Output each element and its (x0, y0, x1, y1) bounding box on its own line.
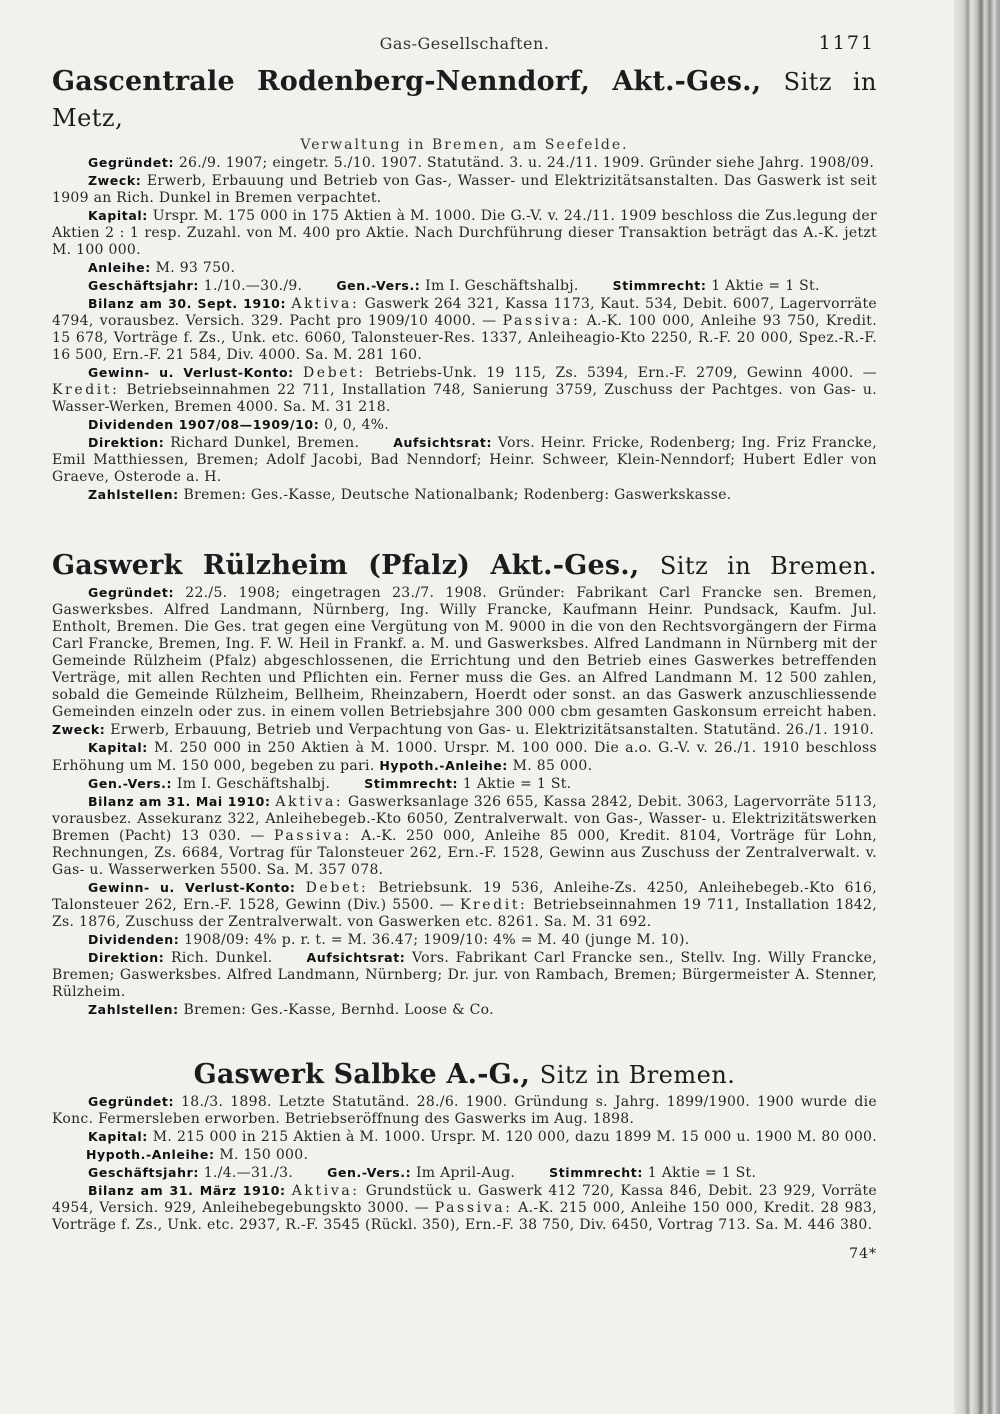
company-entry-rodenberg-nenndorf (52, 64, 877, 504)
para-capital: Kapital: Urspr. M. 175 000 in 175 Aktien à M. 1000. Die G.-V. v. 24./11. 1909 beschloss die Zus.legung der Aktien 2 : 1 resp. Zuzahl. von M. 400 pro Aktie. Nach Durchführung dieser Transaktion beträgt das A.-K. jetzt M. 100 000. (52, 208, 877, 258)
para-capital: Kapital: M. 250 000 in 250 Aktien à M. 1000. Urspr. M. 100 000. Die a.o. G.-V. v. 26./1. 1910 beschloss Erhöhung um M. 150 000, begeben zu pari. Hypoth.-Anleihe: M. 85 000. (52, 740, 877, 774)
document-page (52, 30, 878, 1262)
para-loan: Anleihe: M. 93 750. (88, 260, 236, 276)
company-heading (52, 548, 877, 584)
company-name: Gaswerk Rülzheim (Pfalz) Akt.-Ges., (52, 550, 640, 581)
para-profit-loss: Gewinn- u. Verlust-Konto: Debet: Betriebsunk. 19 536, Anleihe-Zs. 4250, Anleihebegeb.-Kto 616, Talonsteuer 262, Ern.-F. 1528, Gewinn (Div.) 5500. — Kredit: Betriebseinnahmen 19 711, Installation 1842, Zs. 1876, Zuschuss der Zentralverwalt. von Gaswerken etc. 8261. Sa. M. 31 692. (52, 880, 877, 930)
signature-mark: 74* (849, 1246, 877, 1262)
para-founded: Gegründet: 22./5. 1908; eingetragen 23./7. 1908. Gründer: Fabrikant Carl Francke sen. Bremen, Gaswerksbes. Alfred Landmann, Nürnberg, Ing. Willy Francke, Kaufmann Heinr. Pundsack, Kaufm. Jul. Entholt, Bremen. Die Ges. trat gegen eine Vergütung von M. 9000 in die von den Rechtsvorgängern der Firma Carl Francke, Bremen, Ing. F. W. Heil in Frankf. a. M. und Gaswerksbes. Alfred Landmann in Nürnberg mit der Gemeinde Rülzheim (Pfalz) abgeschlossenen, die Errichtung und den Betrieb eines Gaswerkes betreffenden Verträge, mit allen Rechten und Pflichten ein. Ferner muss die Ges. an Alfred Landmann M. 12 500 zahlen, sobald die Gemeinde Rülzheim, Bellheim, Rheinzabern, Hoerdt oder sonst. an das Gaswerk anzuschliessende Gemeinden einzeln oder zus. in einem vollen Betriebsjahre 300 000 cbm gesamten Gaskonsum erreicht haben. Zweck: Erwerb, Erbauung, Betrieb und Verpachtung von Gas- u. Elektrizitätsanstalten. Statutänd. 26./1. 1910. (52, 585, 877, 738)
para-capital: Kapital: M. 215 000 in 215 Aktien à M. 1000. Urspr. M. 120 000, dazu 1899 M. 15 000 u. 1900 M. 80 000.Hypoth.-Anleihe: M. 150 000. (86, 1129, 877, 1163)
company-subline: Verwaltung in Bremen, am Seefelde. (300, 137, 629, 153)
running-head (52, 30, 877, 64)
company-heading (52, 1057, 877, 1093)
company-seat: Sitz in Bremen. (659, 552, 878, 580)
para-paying-agents: Zahlstellen: Bremen: Ges.-Kasse, Deutsche Nationalbank; Rodenberg: Gaswerkskasse. (88, 487, 732, 503)
company-entry-salbke (52, 1057, 877, 1234)
company-seat: Sitz in Bremen. (539, 1061, 736, 1089)
company-entry-ruelzheim (52, 548, 877, 1019)
company-seat: Sitz in Metz, (52, 68, 877, 132)
company-name: Gaswerk Salbke A.-G., (193, 1059, 531, 1090)
para-balance: Bilanz am 30. Sept. 1910: Aktiva: Gaswerk 264 321, Kassa 1173, Kaut. 534, Debit. 6007, Lagervorräte 4794, vorausbez. Versich. 329. Pacht pro 1909/10 4000. — Passiva: A.-K. 100 000, Anleihe 93 750, Kredit. 15 678, Vorträge f. Zs., Unk. etc. 6060, Talonsteuer-Res. 1337, Anleiheagio-Kto 2250, R.-F. 20 000, Spez.-R.-F. 16 500, Ern.-F. 21 584, Div. 4000. Sa. M. 281 160. (52, 296, 877, 363)
company-heading (52, 64, 877, 136)
para-paying-agents: Zahlstellen: Bremen: Ges.-Kasse, Bernhd. Loose & Co. (88, 1002, 494, 1018)
para-management: Direktion: Richard Dunkel, Bremen. Aufsichtsrat: Vors. Heinr. Fricke, Rodenberg; Ing. Friz Francke, Emil Matthiessen, Bremen; Adolf Jacobi, Bad Nenndorf; Heinr. Schweer, Klein-Nenndorf; Hubert Edler von Graeve, Osterode a. H. (52, 435, 877, 485)
para-founded: Gegründet: 26./9. 1907; eingetr. 5./10. 1907. Statutänd. 3. u. 24./11. 1909. Gründer siehe Jahrg. 1908/09. (88, 155, 875, 171)
company-name: Gascentrale Rodenberg-Nenndorf, Akt.-Ges., (52, 66, 762, 97)
para-balance: Bilanz am 31. Mai 1910: Aktiva: Gaswerksanlage 326 655, Kassa 2842, Debit. 3063, Lagervorräte 5113, vorausbez. Assekuranz 322, Anleihebegeb.-Kto 6050, Zentralverwalt. von Gas-, Wasser- u. Elektrizitätswerken Bremen (Pacht) 13 030. — Passiva: A.-K. 250 000, Anleihe 85 000, Kredit. 8104, Vorträge für Lohn, Rechnungen, Zs. 6684, Vortrag für Talonsteuer 262, Ern.-F. 1528, Gewinn aus Zuschuss der Zentralverwalt. v. Gas- u. Wasserwerken 5500. Sa. M. 357 078. (52, 794, 877, 878)
para-profit-loss: Gewinn- u. Verlust-Konto: Debet: Betriebs-Unk. 19 115, Zs. 5394, Ern.-F. 2709, Gewinn 4000. — Kredit: Betriebseinnahmen 22 711, Installation 748, Sanierung 3759, Zuschuss der Pachtges. von Gas- u. Wasser-Werken, Bremen 4000. Sa. M. 31 218. (52, 365, 877, 415)
para-fiscal-year: Geschäftsjahr: 1./4.—31./3. Gen.-Vers.: Im April-Aug. Stimmrecht: 1 Aktie = 1 St. (88, 1165, 757, 1181)
running-head-title: Gas-Gesellschaften. (379, 34, 550, 53)
para-management: Direktion: Rich. Dunkel. Aufsichtsrat: Vors. Fabrikant Carl Francke sen., Stellv. Ing. Willy Francke, Bremen; Gaswerksbes. Alfred Landmann, Nürnberg; Dr. jur. von Rambach, Bremen; Bürgermeister A. Stenner, Rülzheim. (52, 950, 877, 1000)
para-fiscal-year: Geschäftsjahr: 1./10.—30./9. Gen.-Vers.: Im I. Geschäftshalbj. Stimmrecht: 1 Aktie = 1 St. (88, 278, 820, 294)
para-general-meeting: Gen.-Vers.: Im I. Geschäftshalbj. Stimmrecht: 1 Aktie = 1 St. (88, 776, 572, 792)
para-dividends: Dividenden: 1908/09: 4% p. r. t. = M. 36.47; 1909/10: 4% = M. 40 (junge M. 10). (88, 932, 690, 948)
para-purpose: Zweck: Erwerb, Erbauung und Betrieb von Gas-, Wasser- und Elektrizitätsanstalten. Das Gaswerk ist seit 1909 an Rich. Dunkel in Bremen verpachtet. (52, 173, 877, 206)
page-number: 1171 (818, 32, 875, 54)
book-page-edge (954, 0, 1000, 1414)
para-balance: Bilanz am 31. März 1910: Aktiva: Grundstück u. Gaswerk 412 720, Kassa 846, Debit. 23 929, Vorräte 4954, Versich. 929, Anleihebegebungskto 3000. — Passiva: A.-K. 215 000, Anleihe 150 000, Kredit. 28 983, Vorträge f. Zs., Unk. etc. 2937, R.-F. 3545 (Rückl. 350), Ern.-F. 38 750, Div. 6450, Vortrag 713. Sa. M. 446 380. (52, 1183, 877, 1233)
para-dividends: Dividenden 1907/08—1909/10: 0, 0, 4%. (88, 417, 390, 433)
para-founded: Gegründet: 18./3. 1898. Letzte Statutänd. 28./6. 1900. Gründung s. Jahrg. 1899/1900. 1900 wurde die Konc. Fermersleben erworben. Betriebseröffnung des Gaswerks im Aug. 1898. (52, 1094, 877, 1127)
